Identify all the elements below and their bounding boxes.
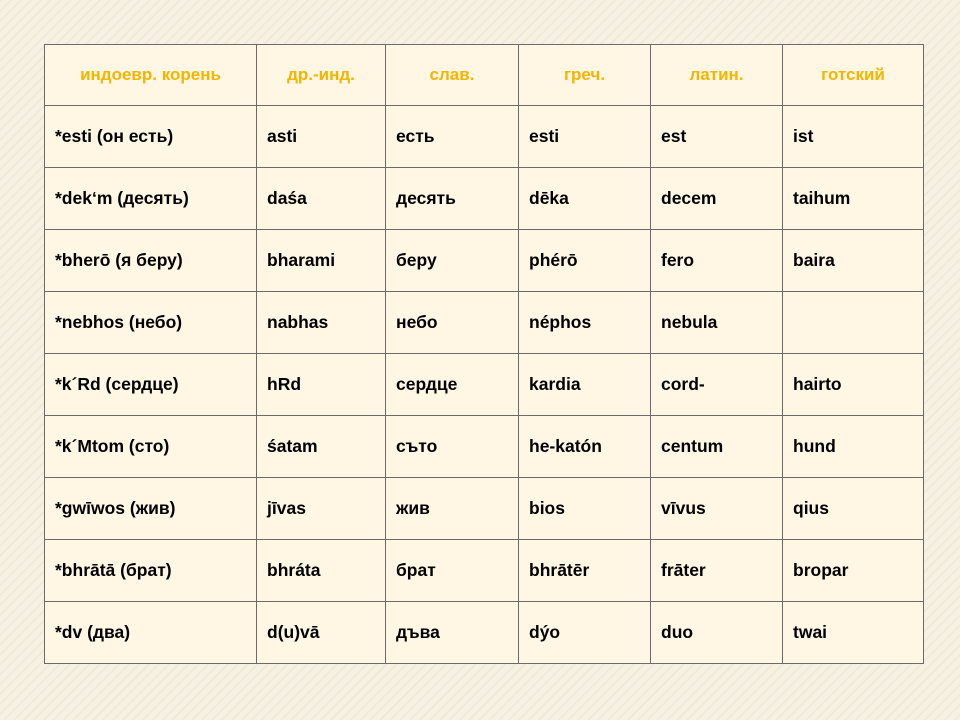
table-cell: duo <box>651 602 783 664</box>
header-indo-european-root: индоевр. корень <box>45 45 257 106</box>
table-cell: qius <box>783 478 924 540</box>
table-cell: daśa <box>257 168 386 230</box>
header-latin: латин. <box>651 45 783 106</box>
table-cell: беру <box>386 230 519 292</box>
table-row <box>45 230 924 292</box>
table-cell: *nebhos (небо) <box>45 292 257 354</box>
header-slavic: слав. <box>386 45 519 106</box>
table-cell: baira <box>783 230 924 292</box>
table-cell: *bherō (я беру) <box>45 230 257 292</box>
table-row <box>45 168 924 230</box>
table-cell: съто <box>386 416 519 478</box>
table-cell: *dv (два) <box>45 602 257 664</box>
table-cell: dēka <box>519 168 651 230</box>
table-cell: phérō <box>519 230 651 292</box>
table-cell: taihum <box>783 168 924 230</box>
table-cell: hairto <box>783 354 924 416</box>
table-cell: vīvus <box>651 478 783 540</box>
table-cell: he-katón <box>519 416 651 478</box>
table-cell: сердце <box>386 354 519 416</box>
table-cell: *k´Mtom (сто) <box>45 416 257 478</box>
table-cell: esti <box>519 106 651 168</box>
table-cell: жив <box>386 478 519 540</box>
table-cell: bharami <box>257 230 386 292</box>
table-cell: *esti (он есть) <box>45 106 257 168</box>
table-cell: frāter <box>651 540 783 602</box>
table-cell: bhrātēr <box>519 540 651 602</box>
header-gothic: готский <box>783 45 924 106</box>
table-row <box>45 292 924 354</box>
table-cell: *gwīwos (жив) <box>45 478 257 540</box>
table-cell: ist <box>783 106 924 168</box>
table-row <box>45 354 924 416</box>
table-cell <box>783 292 924 354</box>
table-cell: *dek‘m (десять) <box>45 168 257 230</box>
table-cell: bhráta <box>257 540 386 602</box>
table-cell: centum <box>651 416 783 478</box>
table-row <box>45 540 924 602</box>
table-cell: hRd <box>257 354 386 416</box>
table-cell: дъва <box>386 602 519 664</box>
table-cell: небо <box>386 292 519 354</box>
table-cell: десять <box>386 168 519 230</box>
table-row <box>45 602 924 664</box>
table-cell: bios <box>519 478 651 540</box>
header-row <box>45 45 924 106</box>
table-cell: *bhrātā (брат) <box>45 540 257 602</box>
table-cell: est <box>651 106 783 168</box>
table-cell: kardia <box>519 354 651 416</box>
table-row <box>45 416 924 478</box>
table-row <box>45 478 924 540</box>
table-cell: hund <box>783 416 924 478</box>
table-cell: dýo <box>519 602 651 664</box>
table-cell: *k´Rd (сердце) <box>45 354 257 416</box>
table-row <box>45 106 924 168</box>
table-cell: nabhas <box>257 292 386 354</box>
table-cell: asti <box>257 106 386 168</box>
table-cell: есть <box>386 106 519 168</box>
table-cell: d(u)vā <box>257 602 386 664</box>
table-cell: śatam <box>257 416 386 478</box>
table-cell: jīvas <box>257 478 386 540</box>
header-old-indian: др.-инд. <box>257 45 386 106</box>
table-cell: bropar <box>783 540 924 602</box>
table-cell: decem <box>651 168 783 230</box>
etymology-table <box>44 44 924 664</box>
table-cell: брат <box>386 540 519 602</box>
table-cell: nebula <box>651 292 783 354</box>
table-cell: fero <box>651 230 783 292</box>
table-cell: twai <box>783 602 924 664</box>
header-greek: греч. <box>519 45 651 106</box>
table-cell: cord- <box>651 354 783 416</box>
table-cell: néphos <box>519 292 651 354</box>
